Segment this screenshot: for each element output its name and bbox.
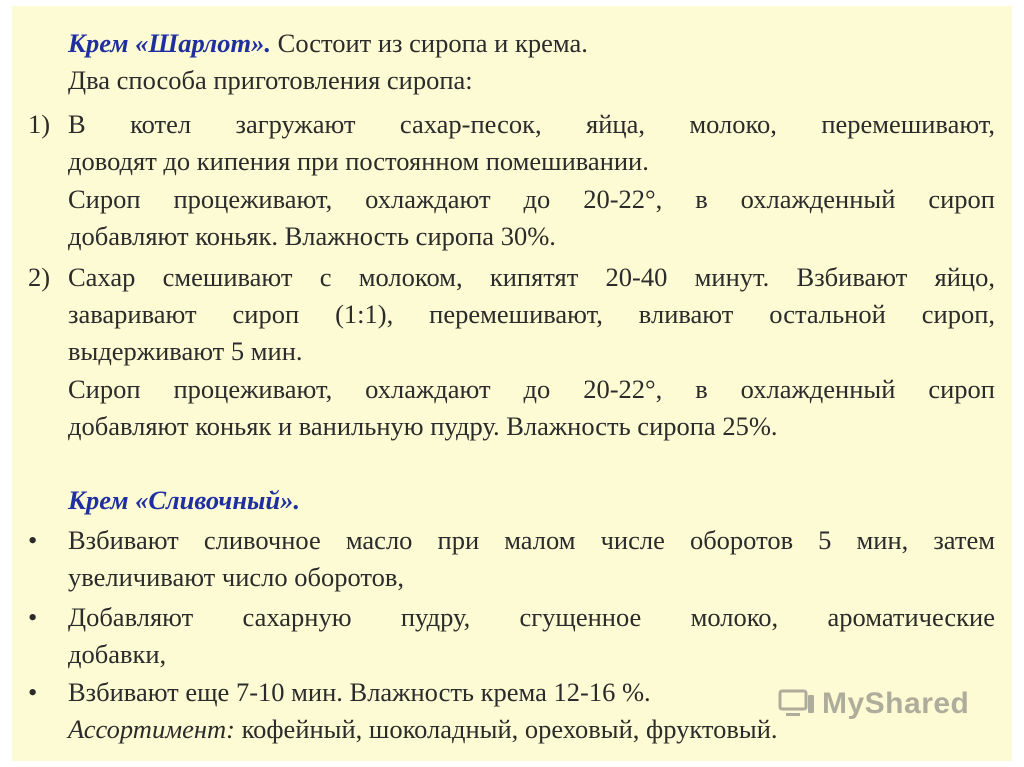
watermark [778,687,969,721]
bullet1-line1: Взбивают сливочное масло при малом числе оборотов 5 мин, затем [68,525,995,555]
bullet-3: • [28,677,38,707]
bullet1-line2: увеличивают число оборотов, [68,562,404,592]
item1-line4: добавляют коньяк. Влажность сиропа 30%. [68,221,556,251]
myshared-logo-icon [778,689,816,719]
item2-line2: заваривают сироп (1:1), перемешивают, вливают остальной сироп, [68,299,995,329]
item1-marker: 1) [28,109,51,139]
item2-line3: выдерживают 5 мин. [68,336,303,366]
section2-title: Крем «Сливочный». [68,485,301,515]
item1-line1: В котел загружают сахар-песок, яйца, молоко, перемешивают, [68,109,995,139]
section1-title-rest: Состоит из сиропа и крема. [271,28,588,58]
item1-line3: Сироп процеживают, охлаждают до 20-22°, в охлажденный сироп [68,184,995,214]
item2-line5: добавляют коньяк и ванильную пудру. Влажность сиропа 25%. [68,411,778,441]
section1-title-line [68,25,995,61]
bullet3-line1: Взбивают еще 7-10 мин. Влажность крема 12-16 %. [68,677,651,707]
slide [12,6,1012,761]
bullet2-line2: добавки, [68,639,167,669]
item2-marker: 2) [28,262,51,292]
item2-line1: Сахар смешивают с молоком, кипятят 20-40 минут. Взбивают яйцо, [68,262,995,292]
assortment-label: Ассортимент: [68,714,235,744]
bullet-2: • [28,602,38,632]
section1-title: Крем «Шарлот». [68,28,272,58]
bullet2-line1: Добавляют сахарную пудру, сгущенное молоко, ароматические [68,602,995,632]
item1-line2: доводят до кипения при постоянном помешивании. [68,146,649,176]
item2-line4: Сироп процеживают, охлаждают до 20-22°, в охлажденный сироп [68,374,995,404]
watermark-text: MyShared [822,687,970,720]
section1-subtitle: Два способа приготовления сиропа: [68,65,473,95]
bullet-1: • [28,525,38,555]
assortment-text: кофейный, шоколадный, ореховый, фруктовый. [234,714,778,744]
